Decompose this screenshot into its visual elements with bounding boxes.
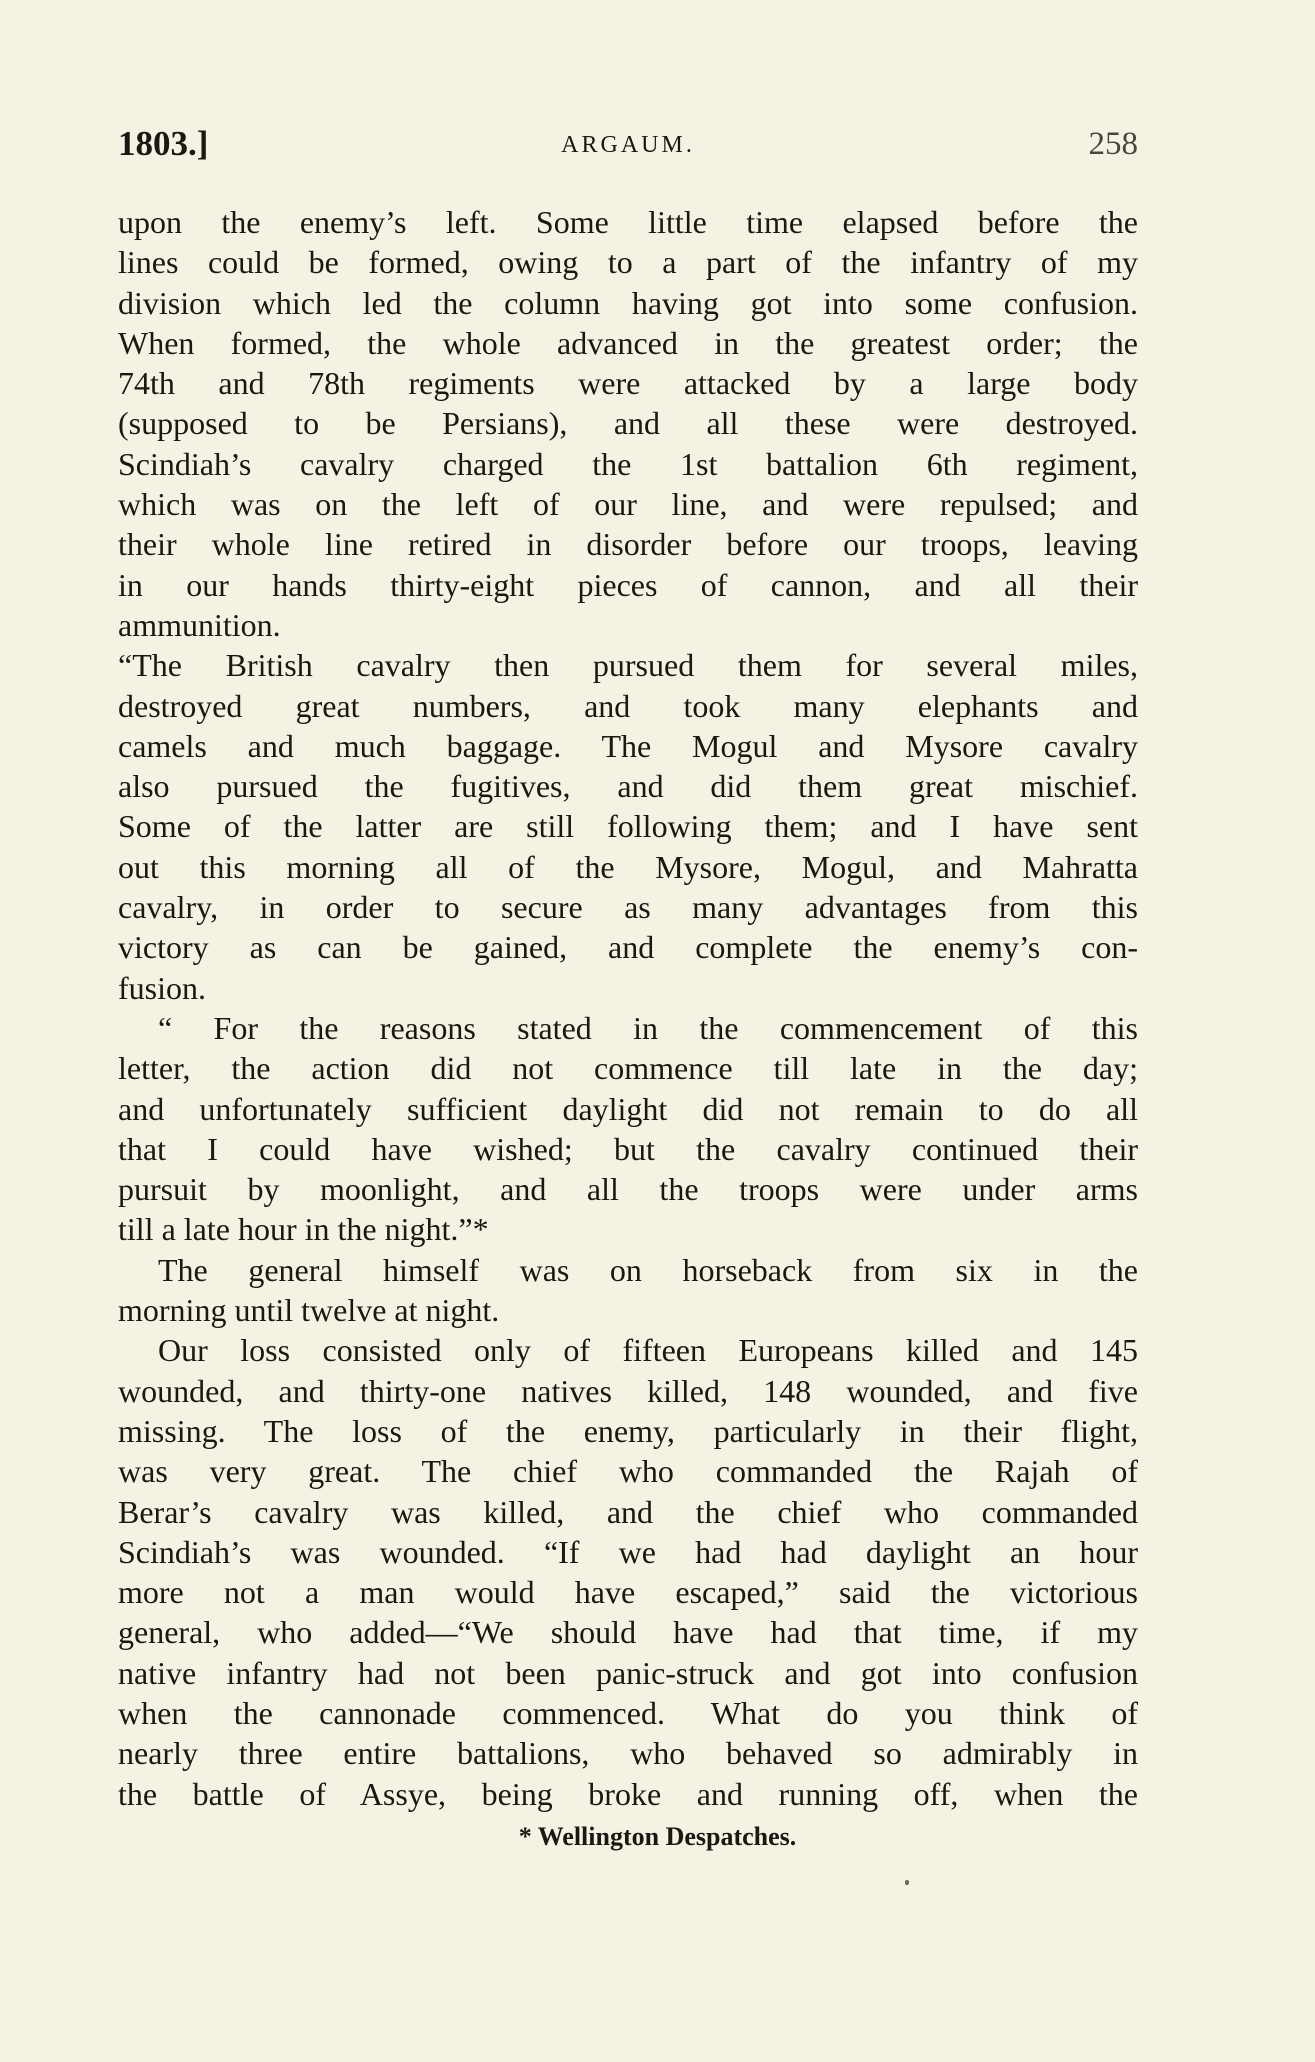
text-line: camels and much baggage. The Mogul and Mysore cavalry bbox=[118, 727, 1138, 764]
page-number: 258 bbox=[1088, 126, 1138, 162]
text-line: division which led the column having got into some confusion. bbox=[118, 284, 1138, 321]
text-line: the battle of Assye, being broke and running off, when the bbox=[118, 1775, 1138, 1812]
text-line: was very great. The chief who commanded the Rajah of bbox=[118, 1453, 1138, 1490]
text-line: letter, the action did not commence till late in the day; bbox=[118, 1050, 1138, 1087]
text-line: The general himself was on horseback from six in the bbox=[158, 1251, 1138, 1288]
text-line: Scindiah’s cavalry charged the 1st battalion 6th regiment, bbox=[118, 445, 1138, 482]
footnote: * Wellington Despatches. bbox=[518, 1822, 797, 1851]
text-line: till a late hour in the night.”* bbox=[118, 1211, 489, 1248]
text-line: more not a man would have escaped,” said the victorious bbox=[118, 1574, 1138, 1611]
text-line: 74th and 78th regiments were attacked by a large body bbox=[118, 365, 1138, 402]
text-line: upon the enemy’s left. Some little time elapsed before the bbox=[118, 204, 1138, 240]
text-line: Our loss consisted only of fifteen Europeans killed and 145 bbox=[158, 1332, 1138, 1369]
text-line: when the cannonade commenced. What do you think of bbox=[118, 1694, 1138, 1731]
text-line: and unfortunately sufficient daylight did not remain to do all bbox=[118, 1090, 1138, 1127]
text-line: ammunition. bbox=[118, 606, 281, 643]
text-line: nearly three entire battalions, who behaved so admirably in bbox=[118, 1735, 1138, 1772]
text-line: (supposed to be Persians), and all these were destroyed. bbox=[118, 405, 1138, 442]
text-line: “ For the reasons stated in the commencement of this bbox=[158, 1009, 1138, 1046]
text-line: pursuit by moonlight, and all the troops were under arms bbox=[118, 1171, 1138, 1208]
body-text bbox=[118, 202, 1138, 1814]
text-line: wounded, and thirty-one natives killed, 148 wounded, and five bbox=[118, 1372, 1138, 1409]
text-line: lines could be formed, owing to a part of the infantry of my bbox=[118, 244, 1138, 281]
text-line: missing. The loss of the enemy, particularly in their flight, bbox=[118, 1412, 1138, 1449]
text-line: general, who added—“We should have had that time, if my bbox=[118, 1614, 1138, 1651]
text-line: fusion. bbox=[118, 969, 206, 1006]
text-line: their whole line retired in disorder before our troops, leaving bbox=[118, 526, 1138, 563]
paper-speck bbox=[905, 1880, 909, 1885]
text-line: out this morning all of the Mysore, Mogul, and Mahratta bbox=[118, 848, 1138, 885]
text-line: When formed, the whole advanced in the greatest order; the bbox=[118, 324, 1138, 361]
text-line: “The British cavalry then pursued them for several miles, bbox=[118, 647, 1138, 684]
running-head-title: ARGAUM. bbox=[561, 132, 695, 158]
text-line: victory as can be gained, and complete the enemy’s con- bbox=[118, 929, 1138, 966]
text-line: destroyed great numbers, and took many elephants and bbox=[118, 687, 1138, 724]
text-line: Some of the latter are still following them; and I have sent bbox=[118, 808, 1138, 845]
text-line: morning until twelve at night. bbox=[118, 1292, 500, 1329]
text-line: in our hands thirty-eight pieces of cannon, and all their bbox=[118, 566, 1138, 603]
running-head-year: 1803.] bbox=[118, 124, 209, 163]
text-line: cavalry, in order to secure as many advantages from this bbox=[118, 889, 1138, 926]
text-line: which was on the left of our line, and were repulsed; and bbox=[118, 486, 1138, 523]
text-line: Scindiah’s was wounded. “If we had had daylight an hour bbox=[118, 1533, 1138, 1570]
text-line: also pursued the fugitives, and did them great mischief. bbox=[118, 768, 1138, 805]
text-line: native infantry had not been panic-struck and got into confusion bbox=[118, 1654, 1138, 1691]
text-line: that I could have wished; but the cavalry continued their bbox=[118, 1130, 1138, 1167]
running-head bbox=[118, 124, 1138, 174]
text-line: Berar’s cavalry was killed, and the chief who commanded bbox=[118, 1493, 1138, 1530]
